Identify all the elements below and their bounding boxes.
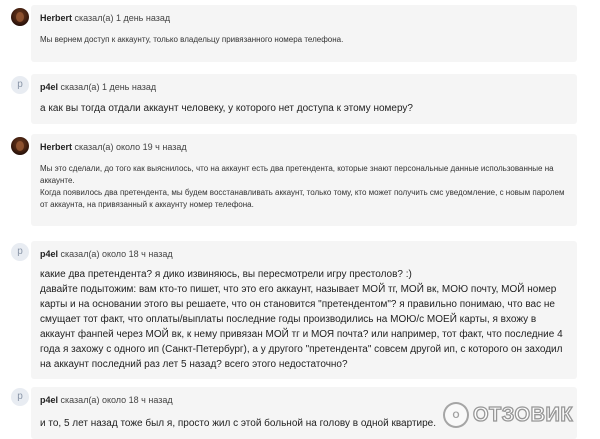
comment-meta [40, 13, 569, 24]
comment-body [40, 163, 569, 211]
comment-time: сказал(а) около 19 ч назад [72, 142, 187, 152]
comment-text: Мы это сделали, до того как выяснилось, что на аккаунт есть два претендента, которые знают персональные данные использованные на аккаунте. [40, 164, 554, 185]
author-name[interactable]: p4el [40, 249, 59, 259]
comment-text: давайте подытожим: вам кто-то пишет, что это его аккаунт, называет МОЙ тг, МОЙ вк, МОЮ почту, МОЙ номер карты и на основании этого вы решаете, что он становится "претендентом"? я правильно понимаю, что вас не смущает тот факт, что оплаты/выплаты последние годы производились на МОЮ/с МОЕЙ карты, я вхожу в аккаунт фанпей через МОЙ вк, к нему привязан МОЙ тг и МОЯ почта? или например, тот факт, что последние 4 года я захожу с одного ип (Санкт-Петербург), а у другого "претендента" совсем другой ип, с которого он заходил на аккаунт последний раз лет 5 назад? всего этого недостаточно? [40, 284, 563, 370]
otzovik-logo-icon [443, 402, 469, 428]
watermark-text: ОТЗОВИК [473, 403, 574, 426]
comment-meta [40, 142, 569, 153]
comment-bubble [31, 134, 577, 226]
comment-meta [40, 249, 569, 260]
avatar[interactable] [11, 137, 29, 155]
comment-bubble [31, 74, 577, 124]
comment-bubble [31, 5, 577, 62]
comment-text: Когда появилось два претендента, мы будем восстанавливать аккаунт, только тому, кто может получить смс уведомление, с новым паролем от аккаунта, на привязанный к аккаунту номер телефона. [40, 188, 565, 209]
watermark-badge: O [452, 410, 460, 420]
comment-time: сказал(а) около 18 ч назад [58, 395, 173, 405]
comment-time: сказал(а) 1 день назад [58, 82, 157, 92]
comment-text: а как вы тогда отдали аккаунт человеку, у которого нет доступа к этому номеру? [40, 103, 413, 114]
comment-body [40, 101, 569, 116]
comment-text: Мы вернем доступ к аккаунту, только владельцу привязанного номера телефона. [40, 35, 344, 44]
comment-bubble [31, 241, 577, 379]
author-name[interactable]: p4el [40, 395, 59, 405]
avatar[interactable]: p [11, 243, 29, 261]
comment-body [40, 34, 569, 46]
comment-meta [40, 82, 569, 93]
avatar[interactable] [11, 8, 29, 26]
comment-time: сказал(а) около 18 ч назад [58, 249, 173, 259]
comment-body [40, 267, 569, 372]
author-name[interactable]: Herbert [40, 13, 73, 23]
author-name[interactable]: Herbert [40, 142, 73, 152]
comment-text: и то, 5 лет назад тоже был я, просто жил с этой больной на голову в одной квартире. [40, 418, 437, 429]
comment-time: сказал(а) 1 день назад [72, 13, 171, 23]
avatar[interactable]: p [11, 76, 29, 94]
avatar[interactable]: p [11, 388, 29, 406]
otzovik-watermark [443, 399, 593, 431]
author-name[interactable]: p4el [40, 82, 59, 92]
comment-text: какие два претендента? я дико извиняюсь, вы пересмотрели игру престолов? :) [40, 269, 412, 280]
